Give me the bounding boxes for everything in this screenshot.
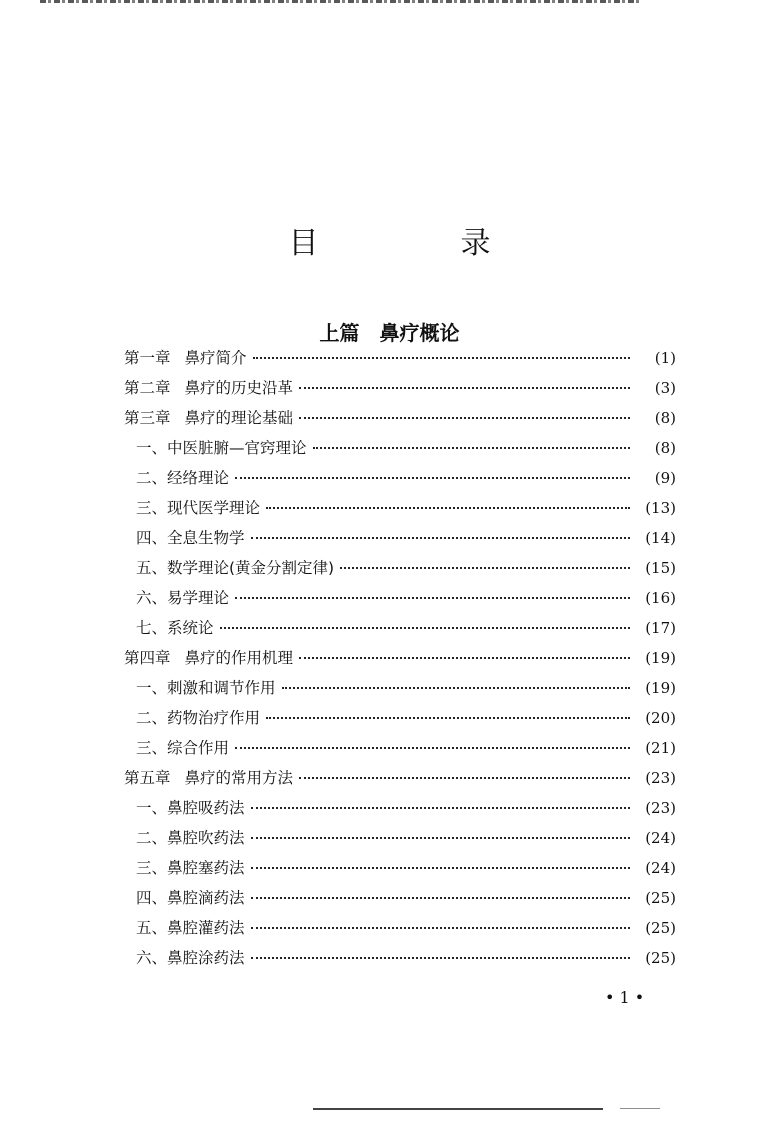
page-ref: (16) bbox=[645, 589, 676, 607]
toc-entry-section bbox=[124, 946, 676, 976]
entry-label: 四、全息生物学 bbox=[136, 529, 245, 547]
page-ref: (8) bbox=[654, 409, 676, 427]
dot-leader bbox=[251, 837, 630, 839]
dot-leader bbox=[251, 807, 630, 809]
toc-entry-section bbox=[124, 856, 676, 886]
entry-label: 五、数学理论(黄金分割定律) bbox=[136, 559, 335, 577]
entry-label: 二、鼻腔吹药法 bbox=[136, 829, 245, 847]
dot-leader bbox=[235, 477, 630, 479]
toc-entry-section bbox=[124, 916, 676, 946]
toc-entry-chapter-2 bbox=[124, 376, 676, 406]
chapter-number: 第二章 bbox=[124, 379, 171, 397]
scan-artifact-bottom-mark bbox=[620, 1108, 660, 1109]
page-ref: (13) bbox=[645, 499, 676, 517]
entry-label: 五、鼻腔灌药法 bbox=[136, 919, 245, 937]
toc-entry-section bbox=[124, 736, 676, 766]
page-ref: (24) bbox=[645, 859, 676, 877]
page-ref: (20) bbox=[645, 709, 676, 727]
page-ref: (19) bbox=[645, 679, 676, 697]
toc-entry-section bbox=[124, 676, 676, 706]
page-number: • 1 • bbox=[605, 988, 645, 1007]
entry-label: 鼻疗的理论基础 bbox=[184, 409, 294, 427]
entry-label: 七、系统论 bbox=[136, 619, 214, 637]
dot-leader bbox=[253, 357, 630, 359]
toc-entry-section bbox=[124, 826, 676, 856]
entry-label: 二、经络理论 bbox=[136, 469, 230, 487]
entry-label: 四、鼻腔滴药法 bbox=[136, 889, 245, 907]
entry-label: 鼻疗的历史沿革 bbox=[184, 379, 294, 397]
entry-label: 一、刺激和调节作用 bbox=[136, 679, 276, 697]
page-ref: (24) bbox=[645, 829, 676, 847]
toc-entry-section bbox=[124, 466, 676, 496]
chapter-number: 第三章 bbox=[124, 409, 171, 427]
dot-leader bbox=[235, 747, 630, 749]
toc-entry-section bbox=[124, 496, 676, 526]
dot-leader bbox=[266, 507, 630, 509]
dot-leader bbox=[251, 867, 630, 869]
page-ref: (23) bbox=[645, 769, 676, 787]
dot-leader bbox=[251, 897, 630, 899]
entry-label: 六、鼻腔涂药法 bbox=[136, 949, 245, 967]
entry-label: 三、现代医学理论 bbox=[136, 499, 261, 517]
toc-entry-section bbox=[124, 436, 676, 466]
page-ref: (23) bbox=[645, 799, 676, 817]
entry-label: 一、中医脏腑—官窍理论 bbox=[136, 439, 307, 457]
part-heading: 上篇 鼻疗概论 bbox=[319, 321, 460, 345]
scan-artifact-top bbox=[40, 0, 640, 3]
dot-leader bbox=[340, 567, 630, 569]
chapter-number: 第一章 bbox=[124, 349, 171, 367]
toc-entry-section bbox=[124, 526, 676, 556]
dot-leader bbox=[299, 777, 630, 779]
dot-leader bbox=[313, 447, 630, 449]
entry-label: 六、易学理论 bbox=[136, 589, 230, 607]
toc-entry-section bbox=[124, 586, 676, 616]
toc-entry-chapter-3 bbox=[124, 406, 676, 436]
dot-leader bbox=[220, 627, 630, 629]
page-ref: (14) bbox=[645, 529, 676, 547]
dot-leader bbox=[251, 957, 630, 959]
toc-entry-section bbox=[124, 706, 676, 736]
entry-label: 三、综合作用 bbox=[136, 739, 230, 757]
page-ref: (1) bbox=[654, 349, 676, 367]
page-ref: (25) bbox=[645, 919, 676, 937]
dot-leader bbox=[251, 537, 630, 539]
entry-label: 鼻疗简介 bbox=[184, 349, 247, 367]
page-title: 目 录 bbox=[288, 226, 547, 261]
toc-entry-section bbox=[124, 616, 676, 646]
dot-leader bbox=[251, 927, 630, 929]
toc-entry-chapter-1 bbox=[124, 346, 676, 376]
page-ref: (8) bbox=[654, 439, 676, 457]
entry-label: 三、鼻腔塞药法 bbox=[136, 859, 245, 877]
toc-entry-chapter-4 bbox=[124, 646, 676, 676]
dot-leader bbox=[299, 387, 630, 389]
chapter-number: 第五章 bbox=[124, 769, 171, 787]
dot-leader bbox=[266, 717, 630, 719]
page-ref: (15) bbox=[645, 559, 676, 577]
toc-entry-section bbox=[124, 886, 676, 916]
dot-leader bbox=[282, 687, 630, 689]
entry-label: 鼻疗的常用方法 bbox=[184, 769, 294, 787]
toc-entry-chapter-5 bbox=[124, 766, 676, 796]
dot-leader bbox=[235, 597, 630, 599]
page-ref: (3) bbox=[654, 379, 676, 397]
page-ref: (25) bbox=[645, 889, 676, 907]
scan-artifact-bottom-rule bbox=[313, 1108, 603, 1110]
entry-label: 鼻疗的作用机理 bbox=[184, 649, 294, 667]
chapter-number: 第四章 bbox=[124, 649, 171, 667]
dot-leader bbox=[299, 417, 630, 419]
entry-label: 一、鼻腔吸药法 bbox=[136, 799, 245, 817]
page-ref: (17) bbox=[645, 619, 676, 637]
page-ref: (25) bbox=[645, 949, 676, 967]
toc-entry-section bbox=[124, 556, 676, 586]
toc-entry-section bbox=[124, 796, 676, 826]
dot-leader bbox=[299, 657, 630, 659]
table-of-contents bbox=[124, 346, 676, 976]
page-ref: (9) bbox=[654, 469, 676, 487]
page-ref: (21) bbox=[645, 739, 676, 757]
page-ref: (19) bbox=[645, 649, 676, 667]
entry-label: 二、药物治疗作用 bbox=[136, 709, 261, 727]
